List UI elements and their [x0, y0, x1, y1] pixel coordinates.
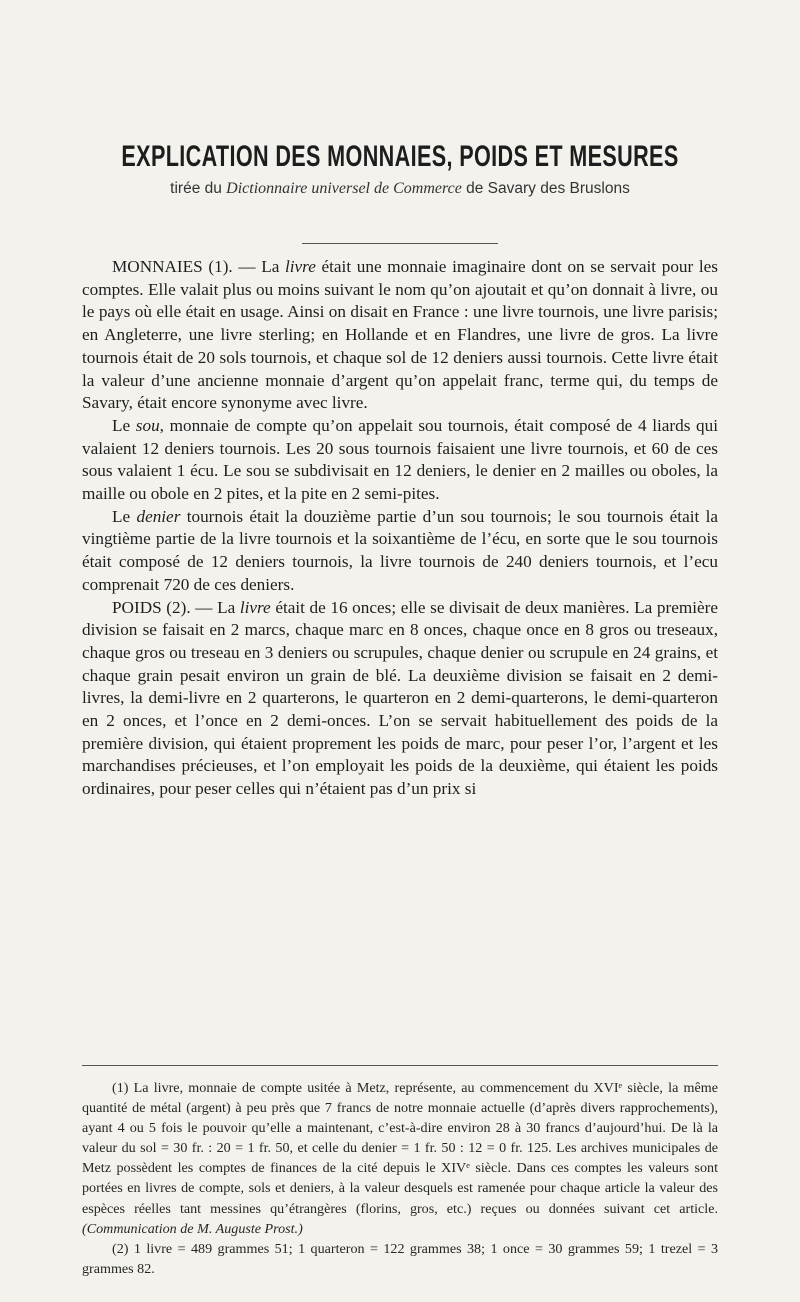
footnote-divider — [82, 1065, 718, 1066]
paragraph-lead: Le — [112, 415, 136, 435]
paragraph-text: , monnaie de compte qu’on appelait sou tournois, était composé de 4 liards qui valaient 12 deniers tournois. Les 20 sous tournois faisaient une livre tournois, et 60 de ces sous valaient 1 écu. Le sou se subdivisait en 12 deniers, le denier en 2 mailles ou oboles, la maille ou obole en 2 pites, et la pite en 2 semi-pites. — [82, 415, 718, 504]
page-title: EXPLICATION DES MONNAIES, POIDS ET MESURES — [121, 140, 679, 173]
paragraph-lead: Le — [112, 506, 137, 526]
paragraph-text: était une monnaie imaginaire dont on se servait pour les comptes. Elle valait plus ou moins suivant le nom qu’on ajoutait et qu’on donnait à livre, ou le pays où elle était en usage. Ainsi on disait en France : une livre tournois, une livre parisis; en Angleterre, une livre sterling; en Hollande et en Flandres, une livre de gros. La livre tournois était de 20 sols tournois, et chaque sol de 12 deniers aussi tournois. Cette livre était la valeur d’une ancienne monnaie d’argent qu’on appelait franc, terme qui, du temps de Savary, était encore synonyme avec livre. — [82, 257, 718, 413]
subtitle-suffix: de Savary des Bruslons — [461, 180, 630, 197]
footnote-2: (2) 1 livre = 489 grammes 51; 1 quarteron = 122 grammes 38; 1 once = 30 grammes 59; 1 trezel = 3 grammes 82. — [82, 1240, 718, 1277]
footnote-1 — [82, 1078, 718, 1239]
paragraph-text: tournois était la douzième partie d’un sou tournois; le sou tournois était la vingtième partie de la livre tournois et la soixantième de l’écu, en sorte que le sou tournois était composé de 12 deniers tournois, la livre tournois de 240 deniers tournois, et l’ecu comprenait 720 de ces deniers. — [82, 506, 718, 594]
paragraph-emphasis: livre — [239, 597, 271, 617]
page-subtitle — [0, 180, 800, 198]
paragraph-text: était de 16 onces; elle se divisait de deux manières. La première division se faisait en 2 marcs, chaque marc en 8 onces, chaque once en 8 gros ou treseaux, chaque gros ou treseau en 3 deniers ou scrupules, chaque denier ou scrupule en 24 grains, et chaque grain pesait environ un grain de blé. La deuxième division se faisait en 2 demi-livres, la demi-livre en 2 quarterons, le quarteron en 2 demi-quarterons, le demi-quarteron en 2 onces, et l’once en 2 demi-onces. L’on se servait habituellement des poids de la première division, qui étaient proprement les poids de marc, pour peser l’or, l’argent et les marchandises précieuses, et l’on employait les poids de la deuxième, qui étaient les poids ordinaires, pour peser celles qui n’étaient pas d’un prix si — [82, 597, 718, 799]
subtitle-source-title: Dictionnaire universel de Commerce — [226, 180, 462, 197]
paragraph-lead: MONNAIES (1). — La — [112, 257, 285, 276]
subtitle-prefix: tirée du — [170, 180, 227, 197]
footnote-1-credit: (Communication de M. Auguste Prost.) — [82, 1220, 303, 1237]
paragraph-lead: POIDS (2). — La — [112, 597, 240, 617]
footnotes — [82, 1078, 718, 1279]
paragraph-emphasis: livre — [285, 257, 316, 276]
paragraph-emphasis: sou — [135, 415, 160, 435]
paragraph-denier — [82, 506, 718, 597]
main-text — [82, 256, 718, 801]
footnote-1-text: (1) La livre, monnaie de compte usitée à Metz, représente, au commencement du XVIᵉ siècle, la même quantité de métal (argent) à peu près que 7 francs de notre monnaie actuelle (d’après divers rapprochements), ayant 4 ou 5 fois le pouvoir qu’elle a maintenant, c’est-à-dire environ 28 à 30 francs d’aujourd’hui. De là la valeur du sol = 30 fr. : 20 = 1 fr. 50, et celle du denier = 1 fr. 50 : 12 = 0 fr. 125. Les archives municipales de Metz possèdent les comptes de finances de la cité depuis le XIVᵉ siècle. Dans ces comptes les valeurs sont portées en livres de compte, sols et deniers, à la valeur desquels est ramenée pour chaque article la valeur des espèces réelles tant messines qu’étrangères (florins, gros, etc.) reçues ou données suivant cet article. — [82, 1080, 718, 1217]
paragraph-monnaies — [82, 256, 718, 415]
paragraph-sou — [82, 415, 718, 506]
paragraph-emphasis: denier — [136, 506, 181, 526]
paragraph-poids — [82, 597, 718, 801]
title-divider — [302, 243, 498, 244]
